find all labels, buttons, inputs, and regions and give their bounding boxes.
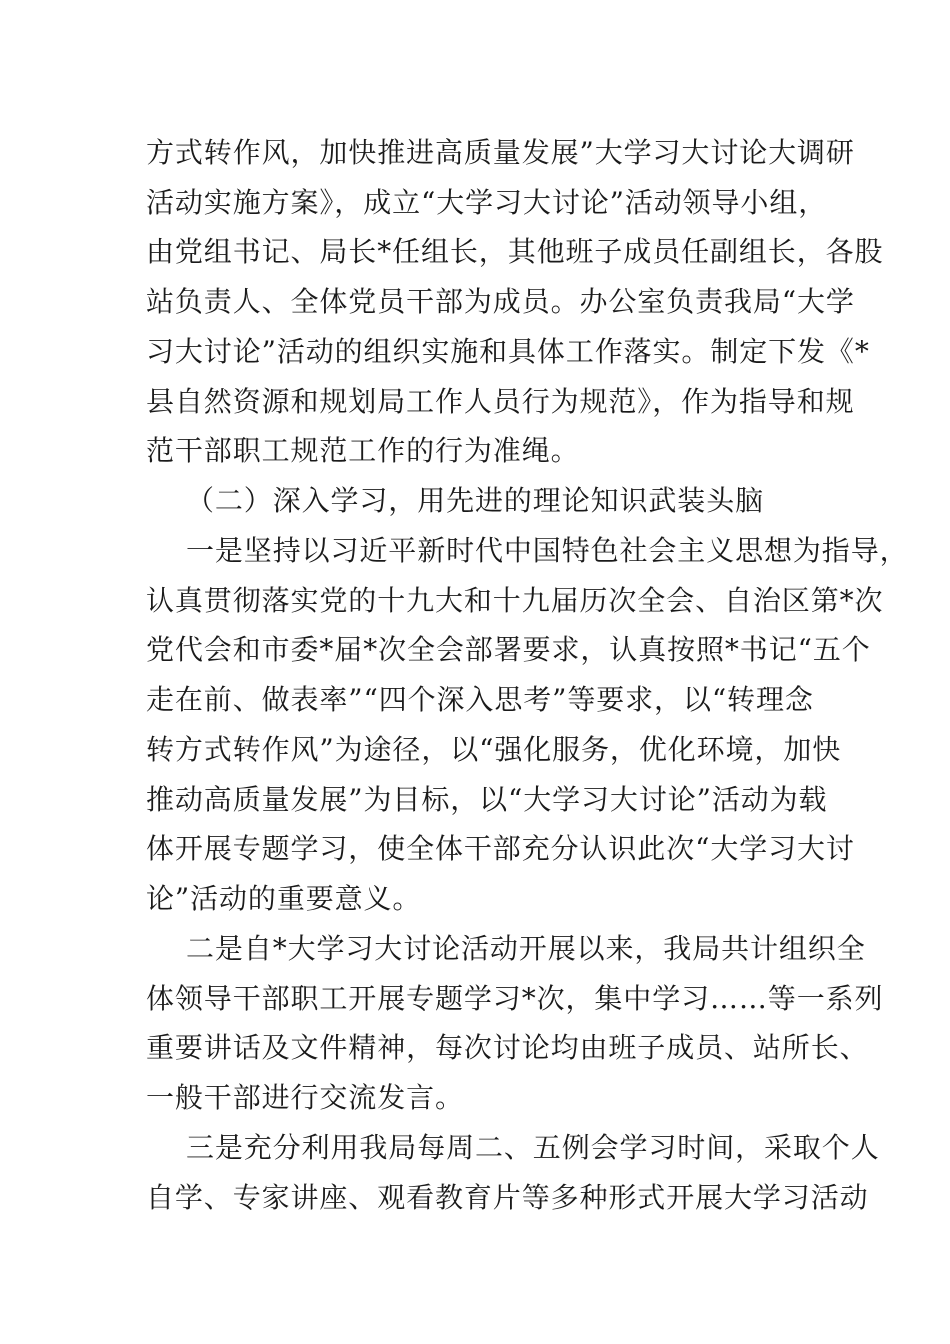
text-line: 方式转作风，加快推进高质量发展”大学习大讨论大调研 (146, 136, 855, 169)
text-line: 自学、专家讲座、观看教育片等多种形式开展大学习活动 (146, 1181, 869, 1214)
text-line: 论”活动的重要意义。 (146, 882, 422, 915)
text-line: 转方式转作风”为途径，以“强化服务，优化环境，加快 (146, 733, 842, 766)
text-line: 习大讨论”活动的组织实施和具体工作落实。制定下发《* (146, 335, 870, 368)
text-line: 二是自*大学习大讨论活动开展以来，我局共计组织全 (186, 932, 866, 965)
text-line: 重要讲话及文件精神，每次讨论均由班子成员、站所长、 (146, 1031, 869, 1064)
text-line: 推动高质量发展”为目标，以“大学习大讨论”活动为载 (146, 783, 828, 816)
text-line: 体领导干部职工开展专题学习*次，集中学习……等一系列 (146, 982, 884, 1015)
text-line: 三是充分利用我局每周二、五例会学习时间，采取个人 (186, 1131, 880, 1164)
text-line: 由党组书记、局长*任组长，其他班子成员任副组长，各股 (146, 235, 884, 268)
text-line: 党代会和市委*届*次全会部署要求，认真按照*书记“五个 (146, 633, 871, 666)
text-line: 走在前、做表率”“四个深入思考”等要求，以“转理念 (146, 683, 814, 716)
section-heading: （二）深入学习，用先进的理论知识武装头脑 (186, 484, 765, 517)
text-line: 县自然资源和规划局工作人员行为规范》，作为指导和规 (146, 385, 855, 418)
text-line: 认真贯彻落实党的十九大和十九届历次全会、自治区第*次 (146, 584, 884, 617)
text-line: 活动实施方案》，成立“大学习大讨论”活动领导小组， (146, 186, 828, 219)
text-line: 一是坚持以习近平新时代中国特色社会主义思想为指导， (186, 534, 909, 567)
text-line: 一般干部进行交流发言。 (146, 1081, 464, 1114)
text-line: 范干部职工规范工作的行为准绳。 (146, 434, 580, 467)
text-line: 体开展专题学习，使全体干部充分认识此次“大学习大讨 (146, 832, 855, 865)
text-line: 站负责人、全体党员干部为成员。办公室负责我局“大学 (146, 285, 855, 318)
